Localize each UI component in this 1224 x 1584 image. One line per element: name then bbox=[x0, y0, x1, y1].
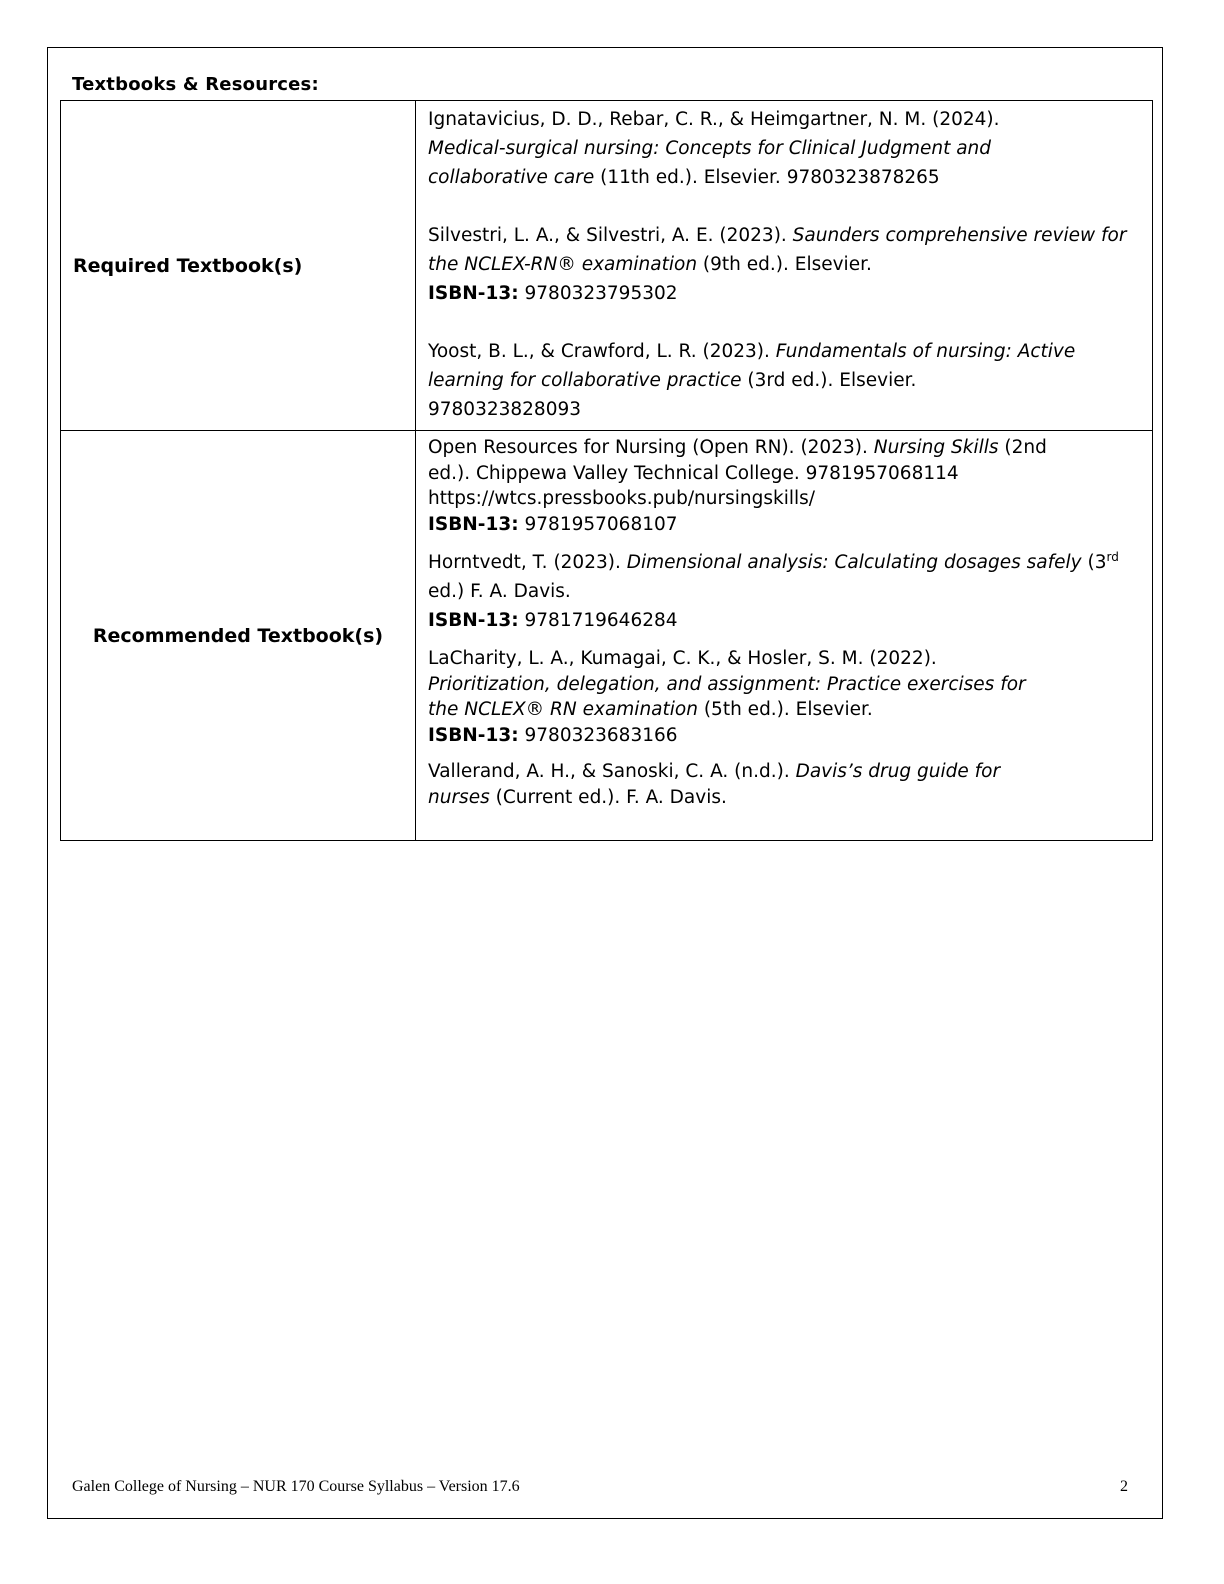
recommended-label-cell bbox=[61, 431, 416, 841]
table-row-required bbox=[61, 101, 1153, 431]
isbn-label: ISBN-13: bbox=[428, 724, 519, 746]
reference-entry: Horntvedt, T. (2023). Dimensional analysis: Calculating dosages safely (3rd ed.) F. A. Davis. ISBN-13: 9781719646284 bbox=[428, 549, 1119, 631]
section-heading: Textbooks & Resources: bbox=[72, 74, 319, 95]
reference-entry: Vallerand, A. H., & Sanoski, C. A. (n.d.). Davis’s drug guide for nurses (Current ed.). F. A. Davis. bbox=[428, 761, 1001, 808]
reference-entry: Open Resources for Nursing (Open RN). (2023). Nursing Skills (2nd ed.). Chippewa Valley Technical College. 9781957068114 https://wtcs.pressbooks.pub/nursingskills/ ISBN-13: 9781957068107 bbox=[428, 437, 1047, 535]
footer-page-number: 2 bbox=[1120, 1478, 1128, 1495]
required-label-cell bbox=[61, 101, 416, 431]
textbooks-table bbox=[60, 100, 1153, 841]
table-row-recommended bbox=[61, 431, 1153, 841]
required-textbooks-label: Required Textbook(s) bbox=[73, 254, 303, 277]
isbn-label: ISBN-13: bbox=[428, 283, 519, 304]
footer-course-info: Galen College of Nursing – NUR 170 Course Syllabus – Version 17.6 bbox=[72, 1478, 520, 1495]
required-refs-cell bbox=[416, 101, 1153, 431]
reference-entry: LaCharity, L. A., Kumagai, C. K., & Hosler, S. M. (2022). Prioritization, delegation, and assignment: Practice exercises for the NCLEX® RN examination (5th ed.). Elsevier. ISBN-13: 9780323683166 bbox=[428, 648, 1026, 746]
reference-entry: Ignatavicius, D. D., Rebar, C. R., & Heimgartner, N. M. (2024). Medical-surgical nursing: Concepts for Clinical Judgment and collaborative care (11th ed.). Elsevier. 9780323878265 bbox=[428, 109, 1000, 188]
isbn-label: ISBN-13: bbox=[428, 513, 519, 535]
resource-url[interactable]: https://wtcs.pressbooks.pub/nursingskills/ bbox=[428, 488, 815, 509]
reference-entry: Yoost, B. L., & Crawford, L. R. (2023). Fundamentals of nursing: Active learning for collaborative practice (3rd ed.). Elsevier. 9780323828093 bbox=[428, 341, 1076, 420]
recommended-refs-cell bbox=[416, 431, 1153, 841]
isbn-label: ISBN-13: bbox=[428, 610, 519, 631]
reference-entry: Silvestri, L. A., & Silvestri, A. E. (2023). Saunders comprehensive review for the NCLEX-RN® examination (9th ed.). Elsevier. ISBN-13: 9780323795302 bbox=[428, 225, 1127, 304]
recommended-textbooks-label: Recommended Textbook(s) bbox=[92, 624, 384, 647]
